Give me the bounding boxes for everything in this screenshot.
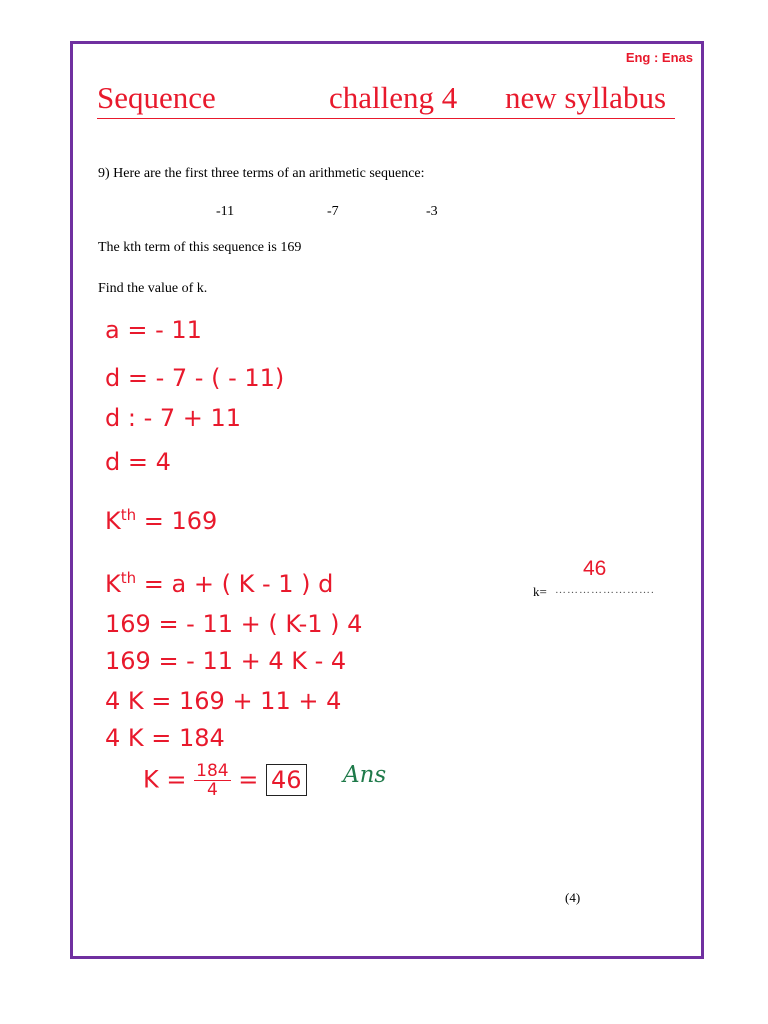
question-intro: 9) Here are the first three terms of an arithmetic sequence: xyxy=(98,166,425,181)
working-difference-2: d : - 7 + 11 xyxy=(105,404,242,432)
title-row xyxy=(97,78,675,119)
working-first-term: a = - 11 xyxy=(105,316,202,344)
title-challenge: challeng 4 xyxy=(329,80,458,115)
formula-k-symbol: K xyxy=(105,570,121,598)
fraction-denominator: 4 xyxy=(206,780,218,800)
title-topic: Sequence xyxy=(97,80,216,115)
final-equals: = xyxy=(238,765,259,794)
kth-superscript: th xyxy=(120,506,137,524)
sequence-term-2: -7 xyxy=(327,204,339,219)
sequence-term-1: -11 xyxy=(216,204,235,219)
kth-value: = 169 xyxy=(143,507,218,535)
answer-word: Ans xyxy=(343,762,387,788)
kth-symbol: K xyxy=(105,507,121,535)
final-fraction xyxy=(194,762,230,799)
working-formula xyxy=(105,569,333,598)
working-step-2: 169 = - 11 + 4 K - 4 xyxy=(105,647,347,675)
k-answer-dots: ……………………. xyxy=(555,584,655,596)
working-step-1: 169 = - 11 + ( K-1 ) 4 xyxy=(105,610,363,638)
formula-superscript: th xyxy=(120,569,137,587)
author-tag: Eng : Enas xyxy=(625,50,693,65)
k-answer-value: 46 xyxy=(583,557,607,580)
working-final xyxy=(143,762,307,799)
page-border xyxy=(70,41,704,959)
working-step-3: 4 K = 169 + 11 + 4 xyxy=(105,687,342,715)
formula-rest: = a + ( K - 1 ) d xyxy=(136,570,334,598)
title-syllabus: new syllabus xyxy=(505,80,667,115)
working-difference-1: d = - 7 - ( - 11) xyxy=(105,364,285,392)
question-find-k: Find the value of k. xyxy=(98,281,208,296)
working-step-4: 4 K = 184 xyxy=(105,724,225,752)
question-kth-term: The kth term of this sequence is 169 xyxy=(98,240,302,255)
boxed-answer: 46 xyxy=(266,764,307,796)
fraction-numerator: 184 xyxy=(196,761,229,781)
working-difference-3: d = 4 xyxy=(105,448,171,476)
marks-indicator: (4) xyxy=(565,890,581,905)
final-lhs: K = xyxy=(143,765,187,794)
sequence-term-3: -3 xyxy=(426,204,438,219)
k-answer-label: k= xyxy=(533,584,547,599)
working-kth-given xyxy=(105,506,217,535)
